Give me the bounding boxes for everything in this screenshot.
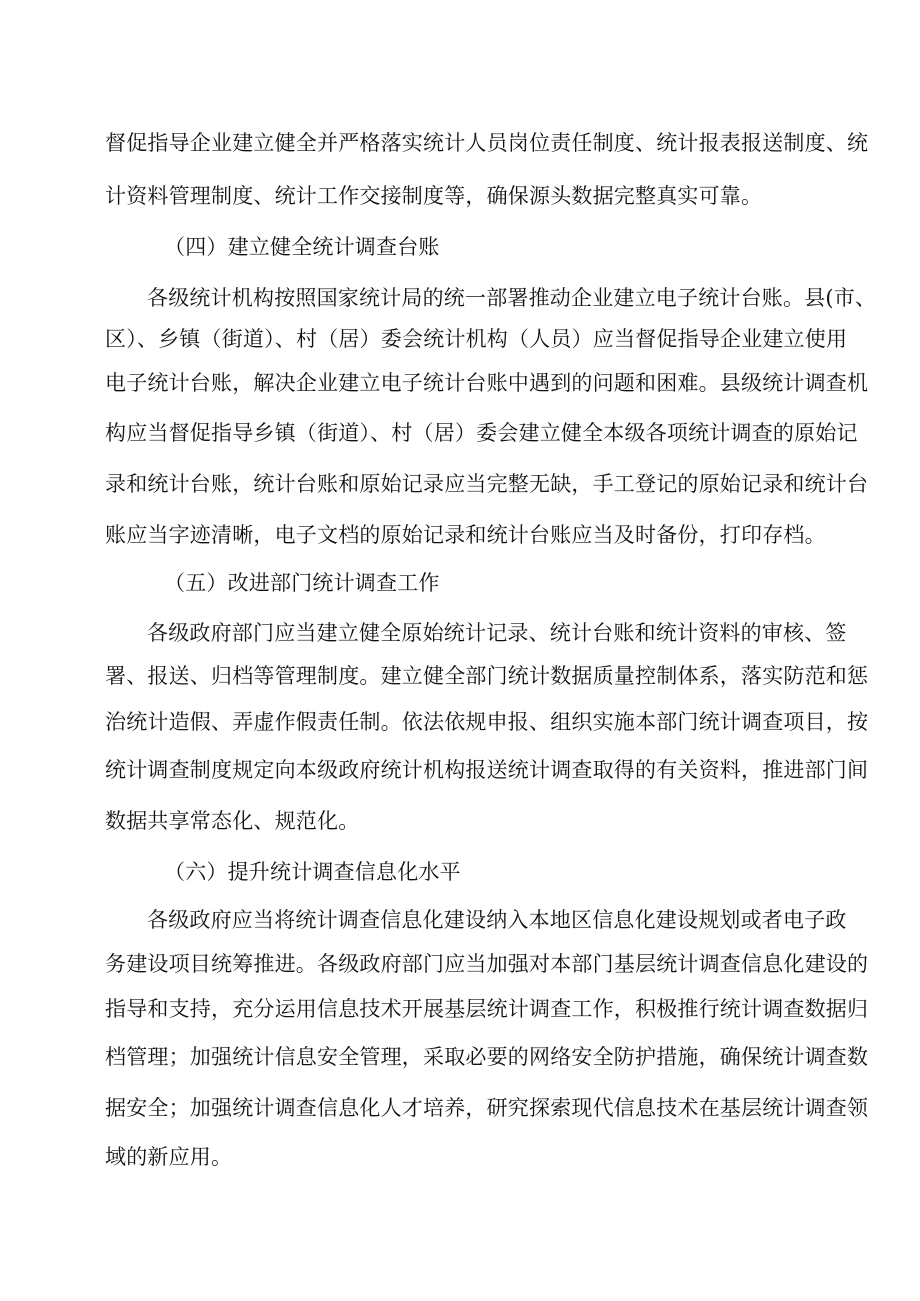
paragraph-line: 构应当督促指导乡镇（街道）、村（居）委会建立健全本级各项统计调查的原始记 bbox=[105, 421, 858, 445]
paragraph-line: 署、报送、归档等管理制度。建立健全部门统计数据质量控制体系，落实防范和惩 bbox=[105, 664, 869, 688]
paragraph-line: 数据共享常态化、规范化。 bbox=[105, 809, 360, 833]
paragraph-line: 指导和支持，充分运用信息技术开展基层统计调查工作，积极推行统计调查数据归 bbox=[105, 997, 869, 1021]
paragraph-line: 务建设项目统筹推进。各级政府部门应当加强对本部门基层统计调查信息化建设的 bbox=[105, 952, 869, 976]
paragraph-line: 据安全；加强统计调查信息化人才培养，研究探索现代信息技术在基层统计调查领 bbox=[105, 1096, 869, 1120]
section-heading-6: （六）提升统计调查信息化水平 bbox=[164, 860, 461, 884]
paragraph-line: 统计调查制度规定向本级政府统计机构报送统计调查取得的有关资料，推进部门间 bbox=[105, 758, 869, 782]
paragraph-line: 计资料管理制度、统计工作交接制度等，确保源头数据完整真实可靠。 bbox=[105, 184, 763, 208]
section-heading-4: （四）建立健全统计调查台账 bbox=[164, 235, 440, 259]
paragraph-line: 域的新应用。 bbox=[105, 1145, 233, 1169]
paragraph-line: 档管理；加强统计信息安全管理，采取必要的网络安全防护措施，确保统计调查数 bbox=[105, 1045, 869, 1069]
paragraph-line: 录和统计台账，统计台账和原始记录应当完整无缺，手工登记的原始记录和统计台 bbox=[105, 472, 869, 496]
paragraph-line: 各级政府部门应当建立健全原始统计记录、统计台账和统计资料的审核、签 bbox=[147, 621, 847, 645]
paragraph-line: 各级政府应当将统计调查信息化建设纳入本地区信息化建设规划或者电子政 bbox=[147, 908, 847, 932]
paragraph-line: 治统计造假、弄虚作假责任制。依法依规申报、组织实施本部门统计调查项目，按 bbox=[105, 710, 869, 734]
section-heading-5: （五）改进部门统计调查工作 bbox=[164, 571, 440, 595]
paragraph-line: 督促指导企业建立健全并严格落实统计人员岗位责任制度、统计报表报送制度、统 bbox=[105, 131, 869, 155]
paragraph-line: 区）、乡镇（街道）、村（居）委会统计机构（人员）应当督促指导企业建立使用 bbox=[105, 327, 848, 351]
paragraph-line: 电子统计台账，解决企业建立电子统计台账中遇到的问题和困难。县级统计调查机 bbox=[105, 371, 869, 395]
paragraph-line: 各级统计机构按照国家统计局的统一部署推动企业建立电子统计台账。县(市、 bbox=[147, 286, 877, 310]
paragraph-line: 账应当字迹清晰，电子文档的原始记录和统计台账应当及时备份，打印存档。 bbox=[105, 523, 826, 547]
